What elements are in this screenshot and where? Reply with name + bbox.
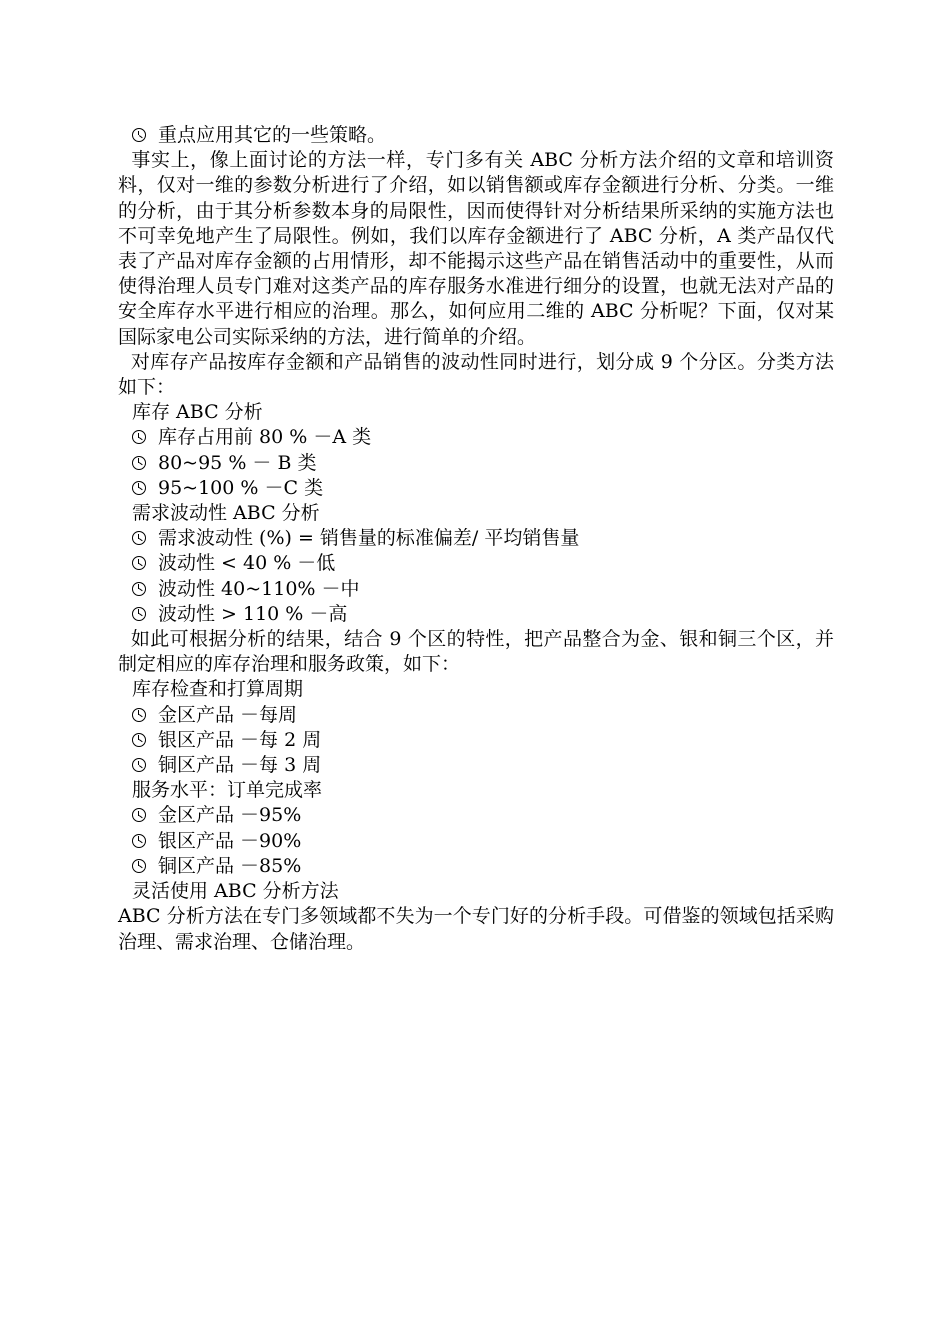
bullet-text: 金区产品 －95% [158, 804, 302, 827]
bullet-line [118, 476, 834, 501]
bullet-line [118, 728, 834, 753]
bullet-line [118, 123, 834, 148]
bullet-text: 波动性 < 40 % －低 [158, 552, 336, 575]
heading-review-cycle: 库存检查和打算周期 [132, 678, 304, 701]
bullet-text: 重点应用其它的一些策略。 [158, 124, 387, 146]
paragraph-text: 对库存产品按库存金额和产品销售的波动性同时进行，划分成 9 个分区。分类方法如下： [118, 350, 834, 399]
clock-icon [132, 758, 146, 772]
bullet-text: 需求波动性 (%) = 销售量的标准偏差/ 平均销售量 [158, 527, 580, 550]
clock-icon [132, 808, 146, 822]
bullet-text: 铜区产品 －每 3 周 [158, 754, 322, 777]
bullet-text: 铜区产品 －85% [158, 854, 302, 877]
bullet-line [118, 602, 834, 627]
bullet-line [118, 753, 834, 778]
clock-icon [132, 708, 146, 722]
bullet-text: 80~95 % － B 类 [158, 451, 317, 474]
clock-icon [132, 128, 146, 142]
bullet-text: 95~100 % －C 类 [158, 476, 324, 499]
clock-icon [132, 607, 146, 621]
bullet-text: 银区产品 －每 2 周 [158, 728, 322, 751]
bullet-line [118, 829, 834, 854]
bullet-line [118, 703, 834, 728]
clock-icon [132, 859, 146, 873]
bullet-text: 波动性 > 110 % －高 [158, 602, 348, 625]
document-body [118, 123, 834, 955]
bullet-text: 库存占用前 80 % －A 类 [158, 426, 372, 449]
clock-icon [132, 834, 146, 848]
heading-inventory-abc: 库存 ABC 分析 [132, 401, 263, 424]
heading-flexible-use: 灵活使用 ABC 分析方法 [132, 880, 339, 903]
paragraph-text: 如此可根据分析的结果，结合 9 个区的特性，把产品整合为金、银和铜三个区，并制定相应的库存治理和服务政策，如下： [118, 628, 834, 676]
paragraph-text: 事实上，像上面讨论的方法一样，专门多有关 ABC 分析方法介绍的文章和培训资料，仅对一维的参数分析进行了介绍，如以销售额或库存金额进行分析、分类。一维的分析，由于其分析参数本身的局限性，因而使得针对分析结果所采纳的实施方法也不可幸免地产生了局限性。例如，我们以库存金额进行了 ABC 分析，A 类产品仅代表了产品对库存金额的占用情形，却不能揭示这些产品在销售活动中的重要性，从而使得治理人员专门难对这类产品的库存服务水准进行细分的设置，也就无法对产品的安全库存水平进行相应的治理。那么，如何应用二维的 ABC 分析呢？下面，仅对某国际家电公司实际采纳的方法，进行简单的介绍。 [118, 149, 834, 348]
bullet-line [118, 526, 834, 551]
bullet-line [118, 551, 834, 576]
bullet-text: 银区产品 －90% [158, 829, 302, 852]
paragraph-abc-intro [118, 148, 834, 350]
clock-icon [132, 556, 146, 570]
clock-icon [132, 430, 146, 444]
bullet-line [118, 803, 834, 828]
paragraph-classification [118, 350, 834, 400]
heading-volatility-abc: 需求波动性 ABC 分析 [132, 502, 320, 525]
clock-icon [132, 582, 146, 596]
clock-icon [132, 531, 146, 545]
bullet-text: 波动性 40~110% －中 [158, 577, 360, 600]
bullet-text: 金区产品 －每周 [158, 703, 298, 726]
heading-service-level: 服务水平：订单完成率 [132, 779, 323, 802]
bullet-line [118, 451, 834, 476]
paragraph-conclusion: ABC 分析方法在专门多领域都不失为一个专门好的分析手段。可借鉴的领域包括采购治理、需求治理、仓储治理。 [118, 905, 834, 953]
clock-icon [132, 733, 146, 747]
bullet-line [118, 854, 834, 879]
bullet-line [118, 425, 834, 450]
paragraph-zones [118, 627, 834, 677]
clock-icon [132, 481, 146, 495]
bullet-line [118, 577, 834, 602]
clock-icon [132, 456, 146, 470]
